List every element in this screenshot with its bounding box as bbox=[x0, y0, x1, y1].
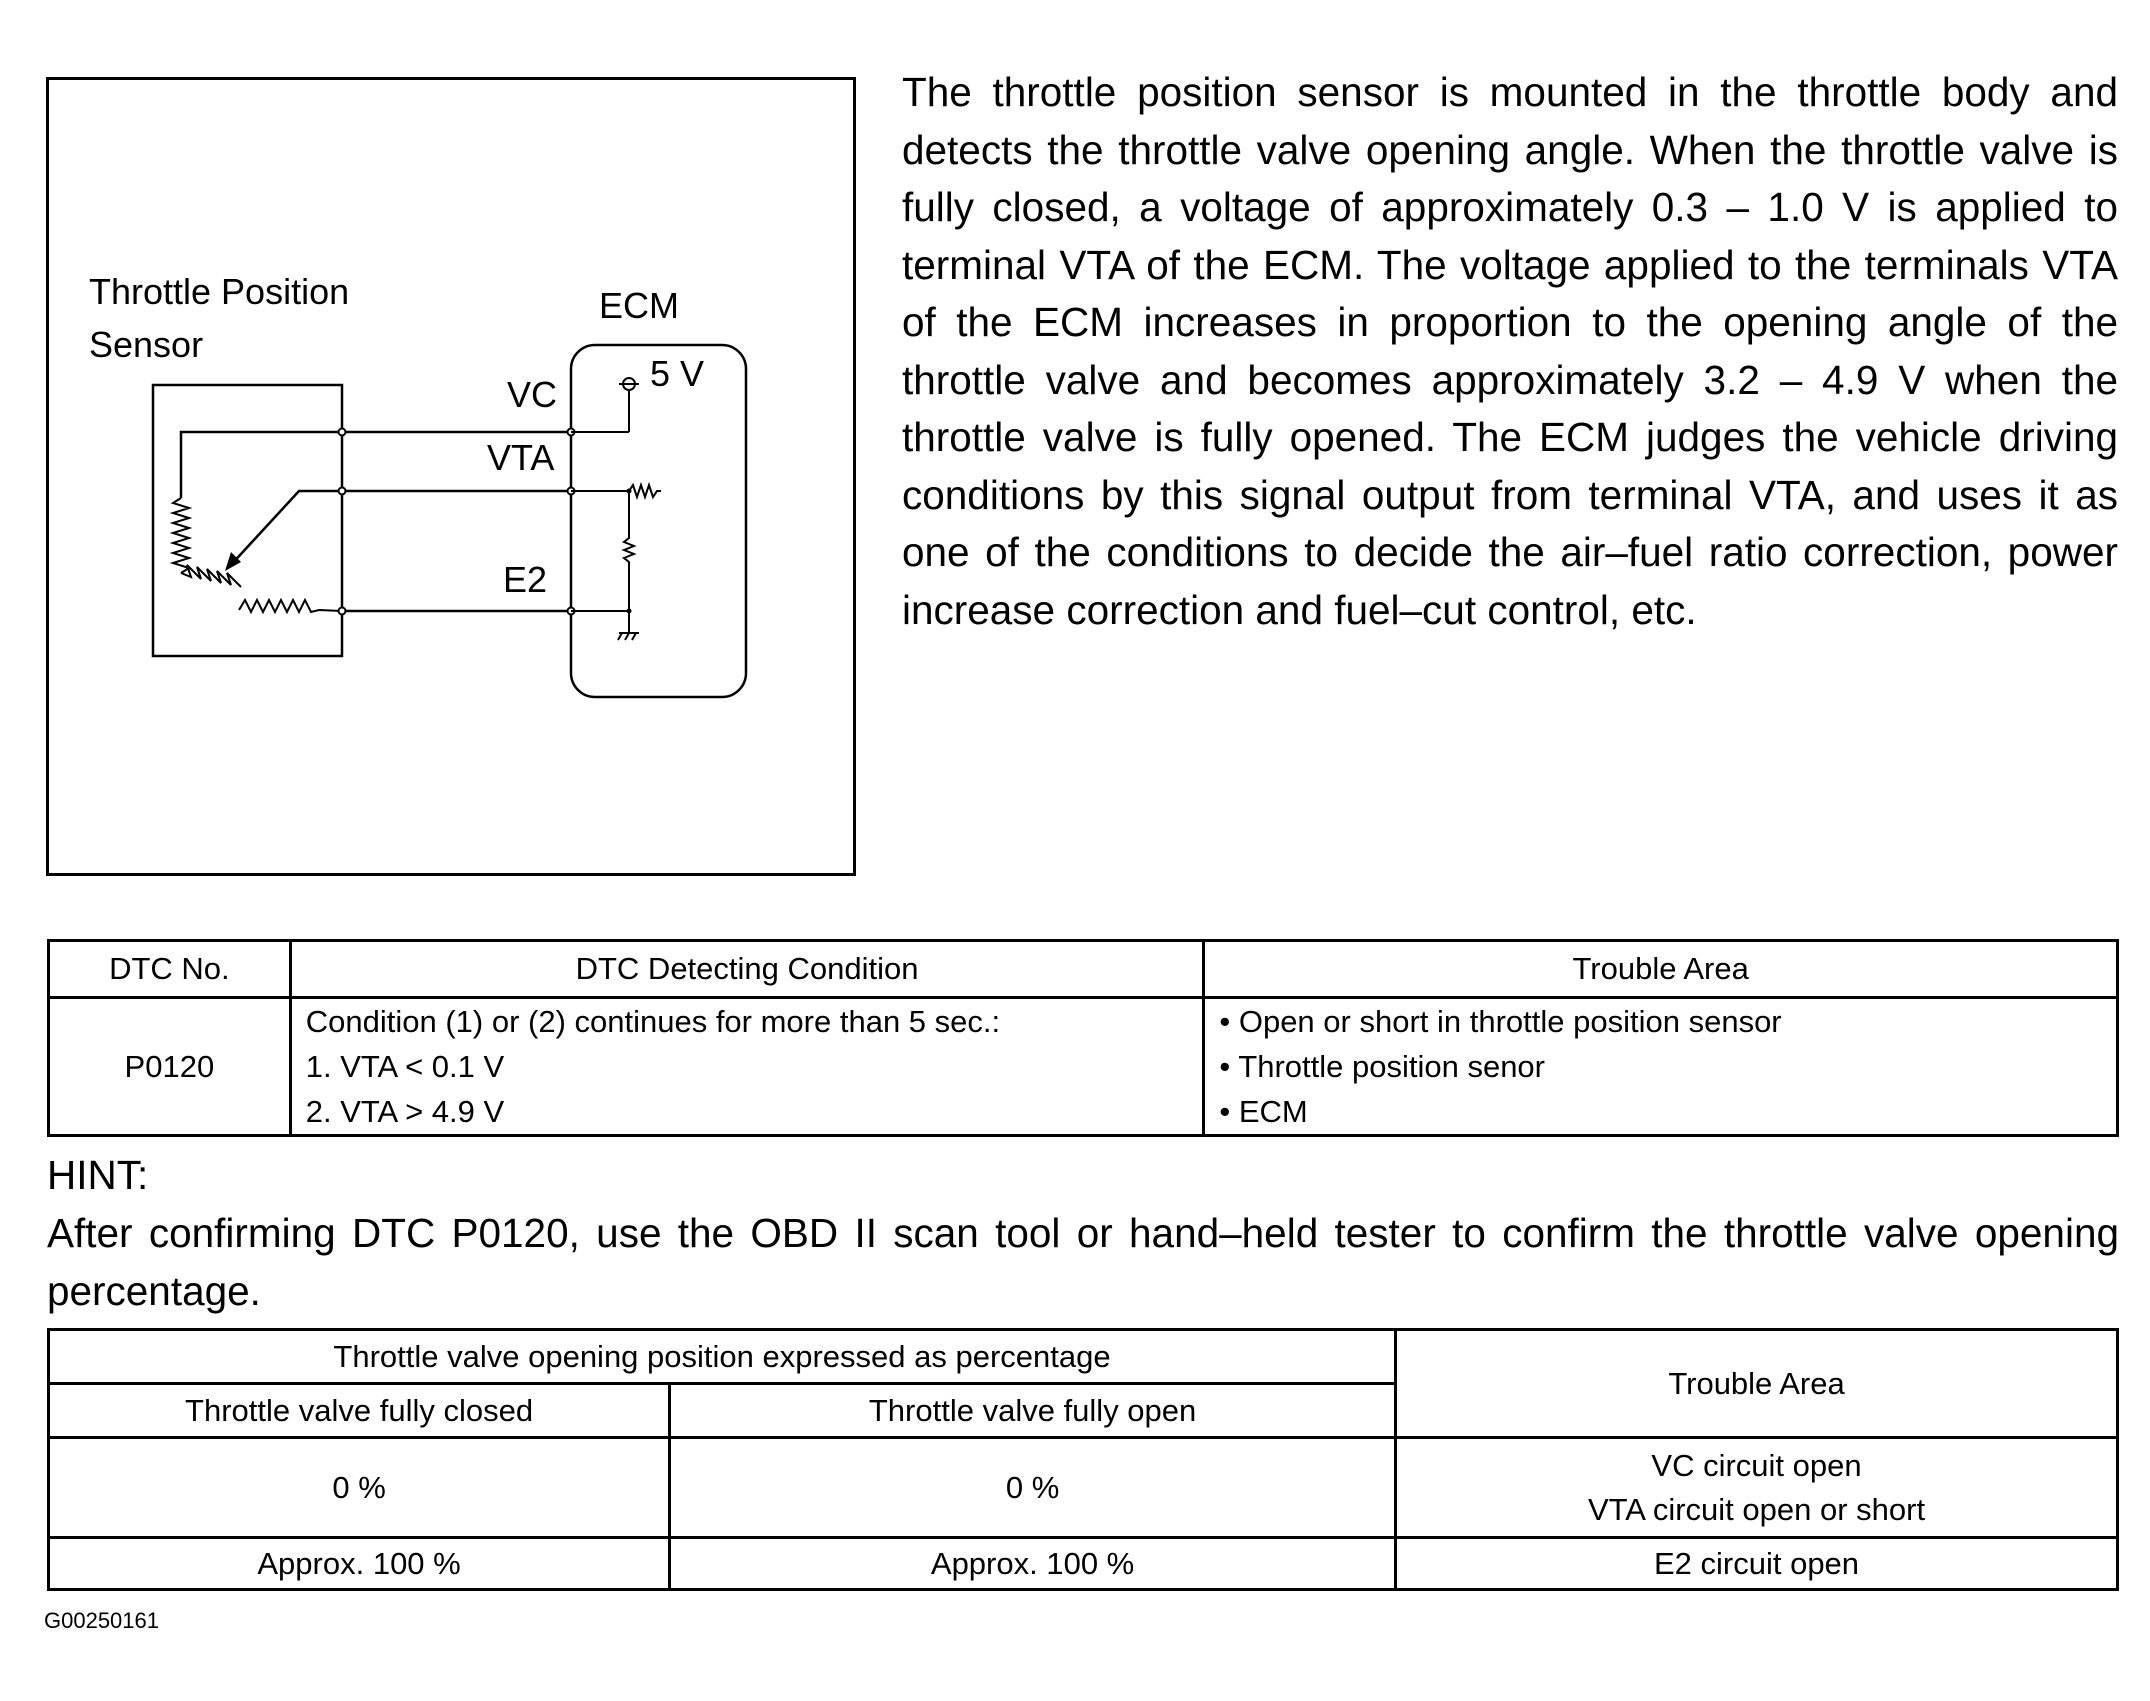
ecm-housing bbox=[571, 345, 746, 697]
description-paragraph: The throttle position sensor is mounted in the throttle body and detects the throttle valve opening angle. When the throttle valve is fully closed, a voltage of approximately 0.3 – 1.0 V is applied to terminal VTA of the ECM. The voltage applied to the terminals VTA of the ECM increases in proportion to the opening angle of the throttle valve and becomes approximately 3.2 – 4.9 V when the throttle valve is fully opened. The ECM judges the vehicle driving conditions by this signal output from terminal VTA, and uses it as one of the conditions to decide the air–fuel ratio correction, power increase correction and fuel–cut control, etc. bbox=[902, 69, 2118, 633]
document-id: G00250161 bbox=[44, 1608, 159, 1633]
vta-input-resistor bbox=[629, 485, 661, 497]
dtc-condition-header: DTC Detecting Condition bbox=[290, 941, 1204, 998]
circuit-diagram bbox=[46, 77, 856, 876]
terminal-vc-label: VC bbox=[507, 374, 558, 415]
vta-node bbox=[627, 489, 632, 494]
hint-text: After confirming DTC P0120, use the OBD II scan tool or hand–held tester to confirm the throttle valve opening percentage. bbox=[47, 1210, 2119, 1314]
pct-trouble-value bbox=[1396, 1438, 2118, 1538]
pct-closed-header: Throttle valve fully closed bbox=[49, 1384, 670, 1438]
wiper-lead bbox=[229, 491, 342, 567]
dtc-trouble-areas bbox=[1204, 998, 2118, 1136]
sensor-e2-terminal bbox=[339, 608, 346, 615]
sensor-vc-terminal bbox=[339, 429, 346, 436]
pct-trouble-value: E2 circuit open bbox=[1396, 1538, 2118, 1590]
percentage-table bbox=[47, 1328, 2119, 1591]
sensor-label-line1: Throttle Position bbox=[89, 271, 350, 312]
pct-group-header-row bbox=[49, 1330, 2118, 1384]
table-row bbox=[49, 1438, 2118, 1538]
ecm-label: ECM bbox=[599, 285, 679, 326]
trouble-area-item: • Open or short in throttle position sensor bbox=[1219, 1004, 1782, 1039]
condition-line: Condition (1) or (2) continues for more than 5 sec.: bbox=[305, 1004, 1001, 1039]
dtc-table bbox=[47, 939, 2119, 1137]
pct-trouble-line: VTA circuit open or short bbox=[1587, 1491, 1926, 1527]
hint-title: HINT: bbox=[47, 1152, 149, 1198]
ground-icon bbox=[618, 633, 639, 640]
pct-open-value: 0 % bbox=[670, 1438, 1396, 1538]
dtc-no-header: DTC No. bbox=[49, 941, 291, 998]
pct-trouble-line: VC circuit open bbox=[1651, 1447, 1862, 1483]
terminal-vta-label: VTA bbox=[487, 437, 555, 478]
dtc-trouble-header: Trouble Area bbox=[1204, 941, 2118, 998]
dtc-header-row bbox=[49, 941, 2118, 998]
dtc-code: P0120 bbox=[49, 998, 291, 1136]
trouble-area-item: • Throttle position senor bbox=[1219, 1049, 1545, 1084]
pct-closed-value: Approx. 100 % bbox=[49, 1538, 670, 1590]
pct-closed-value: 0 % bbox=[49, 1438, 670, 1538]
pulldown-resistor bbox=[624, 491, 634, 611]
voltage-label: 5 V bbox=[650, 353, 705, 394]
table-row bbox=[49, 1538, 2118, 1590]
sensor-vc-lead bbox=[181, 432, 342, 498]
condition-line: 1. VTA < 0.1 V bbox=[305, 1049, 505, 1084]
circuit-diagram-svg bbox=[49, 80, 859, 879]
pct-open-header: Throttle valve fully open bbox=[670, 1384, 1396, 1438]
sensor-vta-terminal bbox=[339, 488, 346, 495]
pct-group-header: Throttle valve opening position expressed as percentage bbox=[49, 1330, 1396, 1384]
pct-open-value: Approx. 100 % bbox=[670, 1538, 1396, 1590]
trouble-area-item: • ECM bbox=[1219, 1094, 1308, 1129]
pct-trouble-header: Trouble Area bbox=[1396, 1330, 2118, 1438]
resistor-track bbox=[173, 498, 342, 612]
table-row bbox=[49, 998, 2118, 1136]
e2-node bbox=[627, 609, 632, 614]
terminal-e2-label: E2 bbox=[503, 559, 548, 600]
condition-line: 2. VTA > 4.9 V bbox=[305, 1094, 505, 1129]
sensor-label-line2: Sensor bbox=[89, 324, 204, 365]
dtc-conditions bbox=[290, 998, 1204, 1136]
